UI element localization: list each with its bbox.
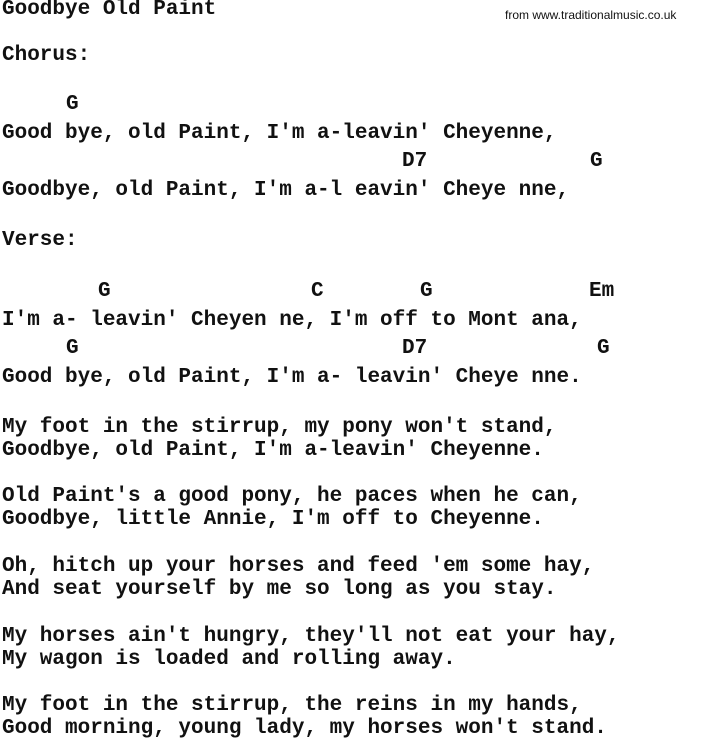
- lyric-line: Oh, hitch up your horses and feed 'em some hay,: [2, 555, 595, 578]
- song-title: Goodbye Old Paint: [2, 0, 217, 21]
- chord-label: G: [590, 150, 603, 173]
- lyric-line: My wagon is loaded and rolling away.: [2, 648, 456, 671]
- lyric-line: Good morning, young lady, my horses won't stand.: [2, 717, 607, 740]
- lyric-line: Goodbye, old Paint, I'm a-l eavin' Cheye nne,: [2, 179, 570, 202]
- lyric-line: Old Paint's a good pony, he paces when he can,: [2, 485, 582, 508]
- chord-label: G: [597, 337, 610, 360]
- lyric-line: I'm a- leavin' Cheyen ne, I'm off to Mont ana,: [2, 309, 582, 332]
- chorus-heading: Chorus:: [2, 44, 91, 67]
- chord-label: G: [66, 337, 79, 360]
- verse-heading: Verse:: [2, 229, 78, 252]
- source-credit: from www.traditionalmusic.co.uk: [505, 8, 677, 22]
- chord-label: G: [98, 280, 111, 303]
- lyric-line: My foot in the stirrup, my pony won't stand,: [2, 416, 557, 439]
- lyric-line: My foot in the stirrup, the reins in my hands,: [2, 694, 582, 717]
- lyric-line: Goodbye, old Paint, I'm a-leavin' Cheyenne.: [2, 439, 544, 462]
- chord-label: C: [311, 280, 324, 303]
- chord-label: G: [66, 93, 79, 116]
- chord-label: G: [420, 280, 433, 303]
- lyric-line: Good bye, old Paint, I'm a-leavin' Cheyenne,: [2, 122, 557, 145]
- chord-label: D7: [402, 150, 428, 173]
- chord-label: D7: [402, 337, 428, 360]
- chord-label: Em: [589, 280, 615, 303]
- lyric-line: Goodbye, little Annie, I'm off to Cheyenne.: [2, 508, 544, 531]
- lyric-line: Good bye, old Paint, I'm a- leavin' Cheye nne.: [2, 366, 582, 389]
- lyric-line: My horses ain't hungry, they'll not eat your hay,: [2, 625, 620, 648]
- lyric-line: And seat yourself by me so long as you stay.: [2, 578, 557, 601]
